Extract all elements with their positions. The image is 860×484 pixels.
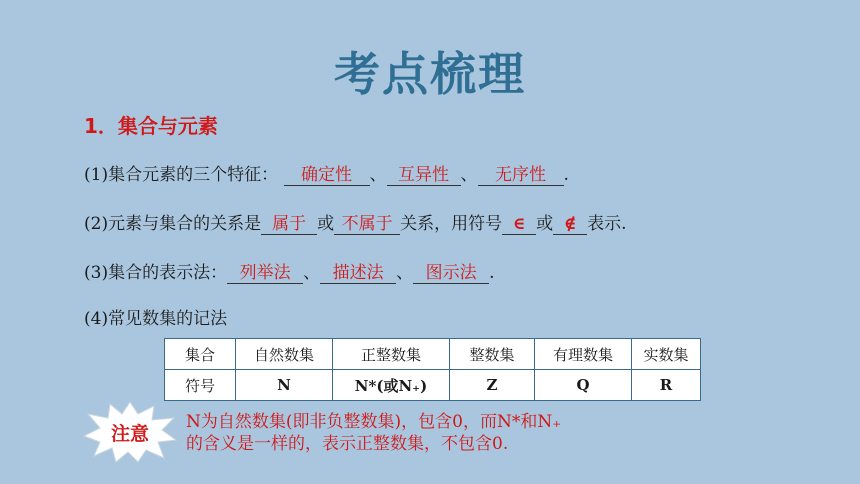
item-1-end: .	[563, 165, 569, 185]
separator: 、	[396, 263, 414, 283]
table-header-cell: 整数集	[450, 339, 535, 370]
note-text	[186, 411, 656, 455]
slide-title: 考点梳理	[334, 47, 526, 101]
table-row	[165, 370, 701, 401]
separator: 、	[369, 165, 387, 185]
note-line-2: 的含义是一样的，表示正整数集，不包含0.	[186, 434, 509, 454]
item-2-mid2: 关系，用符号	[400, 214, 503, 234]
answer-3-3: 图示法	[413, 263, 489, 284]
table-cell: N	[236, 370, 333, 401]
item-1-prefix: (1)集合元素的三个特征：	[84, 165, 279, 185]
separator: 、	[460, 165, 478, 185]
answer-3-2: 描述法	[320, 263, 396, 284]
item-2-end: 表示.	[587, 214, 627, 234]
answer-1-3: 无序性	[478, 165, 564, 186]
item-3-prefix: (3)集合的表示法：	[84, 263, 228, 283]
number-sets-table	[164, 338, 701, 401]
table-cell: Z	[450, 370, 535, 401]
table-row	[165, 339, 701, 370]
item-2	[84, 209, 627, 235]
table-header-cell: 有理数集	[535, 339, 632, 370]
note-line-1: N为自然数集(即非负整数集)，包含0，而N*和N₊	[186, 412, 562, 432]
separator: 、	[303, 263, 321, 283]
item-2-prefix: (2)元素与集合的关系是	[84, 214, 262, 234]
table-row-label: 符号	[165, 370, 236, 401]
item-3-end: .	[489, 263, 495, 283]
item-2-mid1: 或	[317, 214, 335, 234]
note-label: 注意	[110, 422, 149, 445]
table-cell: N*(或N₊)	[333, 370, 450, 401]
item-4-text: (4)常见数集的记法	[84, 309, 228, 329]
answer-3-1: 列举法	[227, 263, 303, 284]
item-3	[84, 258, 495, 284]
answer-1-1: 确定性	[284, 165, 370, 186]
note-badge	[82, 400, 178, 464]
table-header-cell: 实数集	[632, 339, 701, 370]
symbol-element-of: ∈	[502, 214, 536, 235]
answer-1-2: 互异性	[387, 165, 461, 186]
table-header-cell: 集合	[165, 339, 236, 370]
item-2-mid3: 或	[536, 214, 554, 234]
table-header-cell: 自然数集	[236, 339, 333, 370]
table-cell: Q	[535, 370, 632, 401]
item-4	[84, 304, 227, 329]
table-header-cell: 正整数集	[333, 339, 450, 370]
item-1	[84, 160, 569, 186]
section-heading: 1．集合与元素	[84, 114, 218, 138]
answer-2-1: 属于	[261, 214, 317, 235]
table-cell: R	[632, 370, 701, 401]
answer-2-2: 不属于	[334, 214, 400, 235]
symbol-not-element-of: ∉	[553, 214, 587, 235]
